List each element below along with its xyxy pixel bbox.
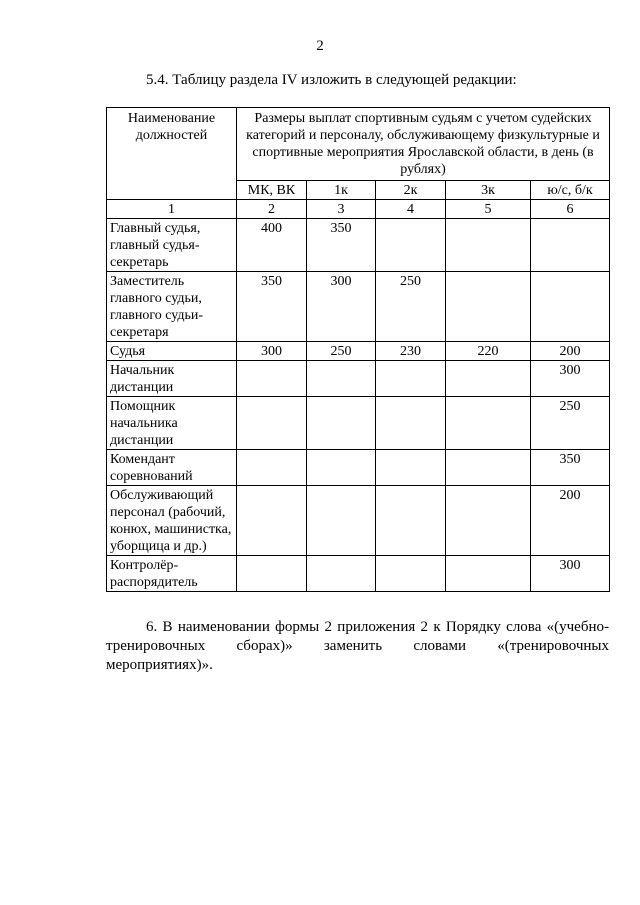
rate-cell: 220 bbox=[446, 342, 531, 361]
rate-cell: 400 bbox=[237, 219, 307, 272]
column-number-cell: 6 bbox=[531, 200, 610, 219]
rate-cell bbox=[307, 397, 376, 450]
column-number-cell: 1 bbox=[107, 200, 237, 219]
category-cell: ю/с, б/к bbox=[531, 181, 610, 200]
position-cell: Судья bbox=[107, 342, 237, 361]
rate-cell: 250 bbox=[531, 397, 610, 450]
rate-cell: 300 bbox=[237, 342, 307, 361]
page-number: 2 bbox=[316, 38, 324, 54]
rate-cell: 350 bbox=[307, 219, 376, 272]
rate-cell bbox=[376, 450, 446, 486]
intro-paragraph: 5.4. Таблицу раздела IV изложить в следующей редакции: bbox=[146, 72, 517, 88]
rate-cell bbox=[531, 272, 610, 342]
rate-cell: 350 bbox=[531, 450, 610, 486]
rate-cell bbox=[237, 556, 307, 592]
category-cell: 1к bbox=[307, 181, 376, 200]
header-rates-cell: Размеры выплат спортивным судьям с учетом судейских категорий и персоналу, обслуживающему физкультурные и спортивные мероприятия Ярославской области, в день (в рублях) bbox=[237, 108, 610, 181]
rate-cell: 300 bbox=[531, 361, 610, 397]
column-number-cell: 4 bbox=[376, 200, 446, 219]
rate-cell bbox=[307, 450, 376, 486]
category-cell: МК, ВК bbox=[237, 181, 307, 200]
rate-cell bbox=[237, 397, 307, 450]
column-number-cell: 2 bbox=[237, 200, 307, 219]
column-number-cell: 3 bbox=[307, 200, 376, 219]
rate-cell bbox=[376, 486, 446, 556]
rate-cell bbox=[307, 486, 376, 556]
rate-cell: 300 bbox=[307, 272, 376, 342]
rate-cell bbox=[376, 556, 446, 592]
rate-cell: 350 bbox=[237, 272, 307, 342]
rate-cell bbox=[237, 450, 307, 486]
table-row bbox=[107, 272, 610, 342]
position-cell: Главный судья, главный судья-секретарь bbox=[107, 219, 237, 272]
rates-table bbox=[106, 107, 610, 592]
outro-text: 6. В наименовании формы 2 приложения 2 к Порядку слова «(учебно-тренировочных сборах)» заменить словами «(тренировочных мероприятиях)». bbox=[106, 619, 609, 673]
rate-cell bbox=[446, 397, 531, 450]
rate-cell bbox=[446, 272, 531, 342]
rate-cell bbox=[307, 556, 376, 592]
rate-cell: 250 bbox=[307, 342, 376, 361]
table-row bbox=[107, 450, 610, 486]
position-cell: Помощник начальника дистанции bbox=[107, 397, 237, 450]
column-number-cell: 5 bbox=[446, 200, 531, 219]
position-cell: Заместитель главного судьи, главного судьи-секретаря bbox=[107, 272, 237, 342]
rate-cell: 230 bbox=[376, 342, 446, 361]
position-cell: Контролёр-распорядитель bbox=[107, 556, 237, 592]
table-row bbox=[107, 486, 610, 556]
category-cell: 3к bbox=[446, 181, 531, 200]
rate-cell bbox=[446, 361, 531, 397]
column-numbers-row bbox=[107, 200, 610, 219]
rate-cell bbox=[307, 361, 376, 397]
position-cell: Комендант соревнований bbox=[107, 450, 237, 486]
rate-cell bbox=[376, 397, 446, 450]
rate-cell: 300 bbox=[531, 556, 610, 592]
rate-cell bbox=[237, 361, 307, 397]
rate-cell bbox=[376, 361, 446, 397]
header-row bbox=[107, 108, 610, 181]
rate-cell bbox=[446, 219, 531, 272]
outro-paragraph bbox=[106, 618, 609, 675]
table-row bbox=[107, 361, 610, 397]
position-cell: Начальник дистанции bbox=[107, 361, 237, 397]
rate-cell bbox=[376, 219, 446, 272]
table-row bbox=[107, 397, 610, 450]
table-row bbox=[107, 219, 610, 272]
table-row bbox=[107, 342, 610, 361]
rate-cell bbox=[531, 219, 610, 272]
rate-cell bbox=[446, 450, 531, 486]
table-row bbox=[107, 556, 610, 592]
category-cell: 2к bbox=[376, 181, 446, 200]
position-cell: Обслуживающий персонал (рабочий, конюх, машинистка, уборщица и др.) bbox=[107, 486, 237, 556]
rate-cell: 250 bbox=[376, 272, 446, 342]
rate-cell bbox=[237, 486, 307, 556]
rate-cell: 200 bbox=[531, 486, 610, 556]
rate-cell: 200 bbox=[531, 342, 610, 361]
rate-cell bbox=[446, 486, 531, 556]
header-position-cell: Наименование должностей bbox=[107, 108, 237, 200]
rate-cell bbox=[446, 556, 531, 592]
